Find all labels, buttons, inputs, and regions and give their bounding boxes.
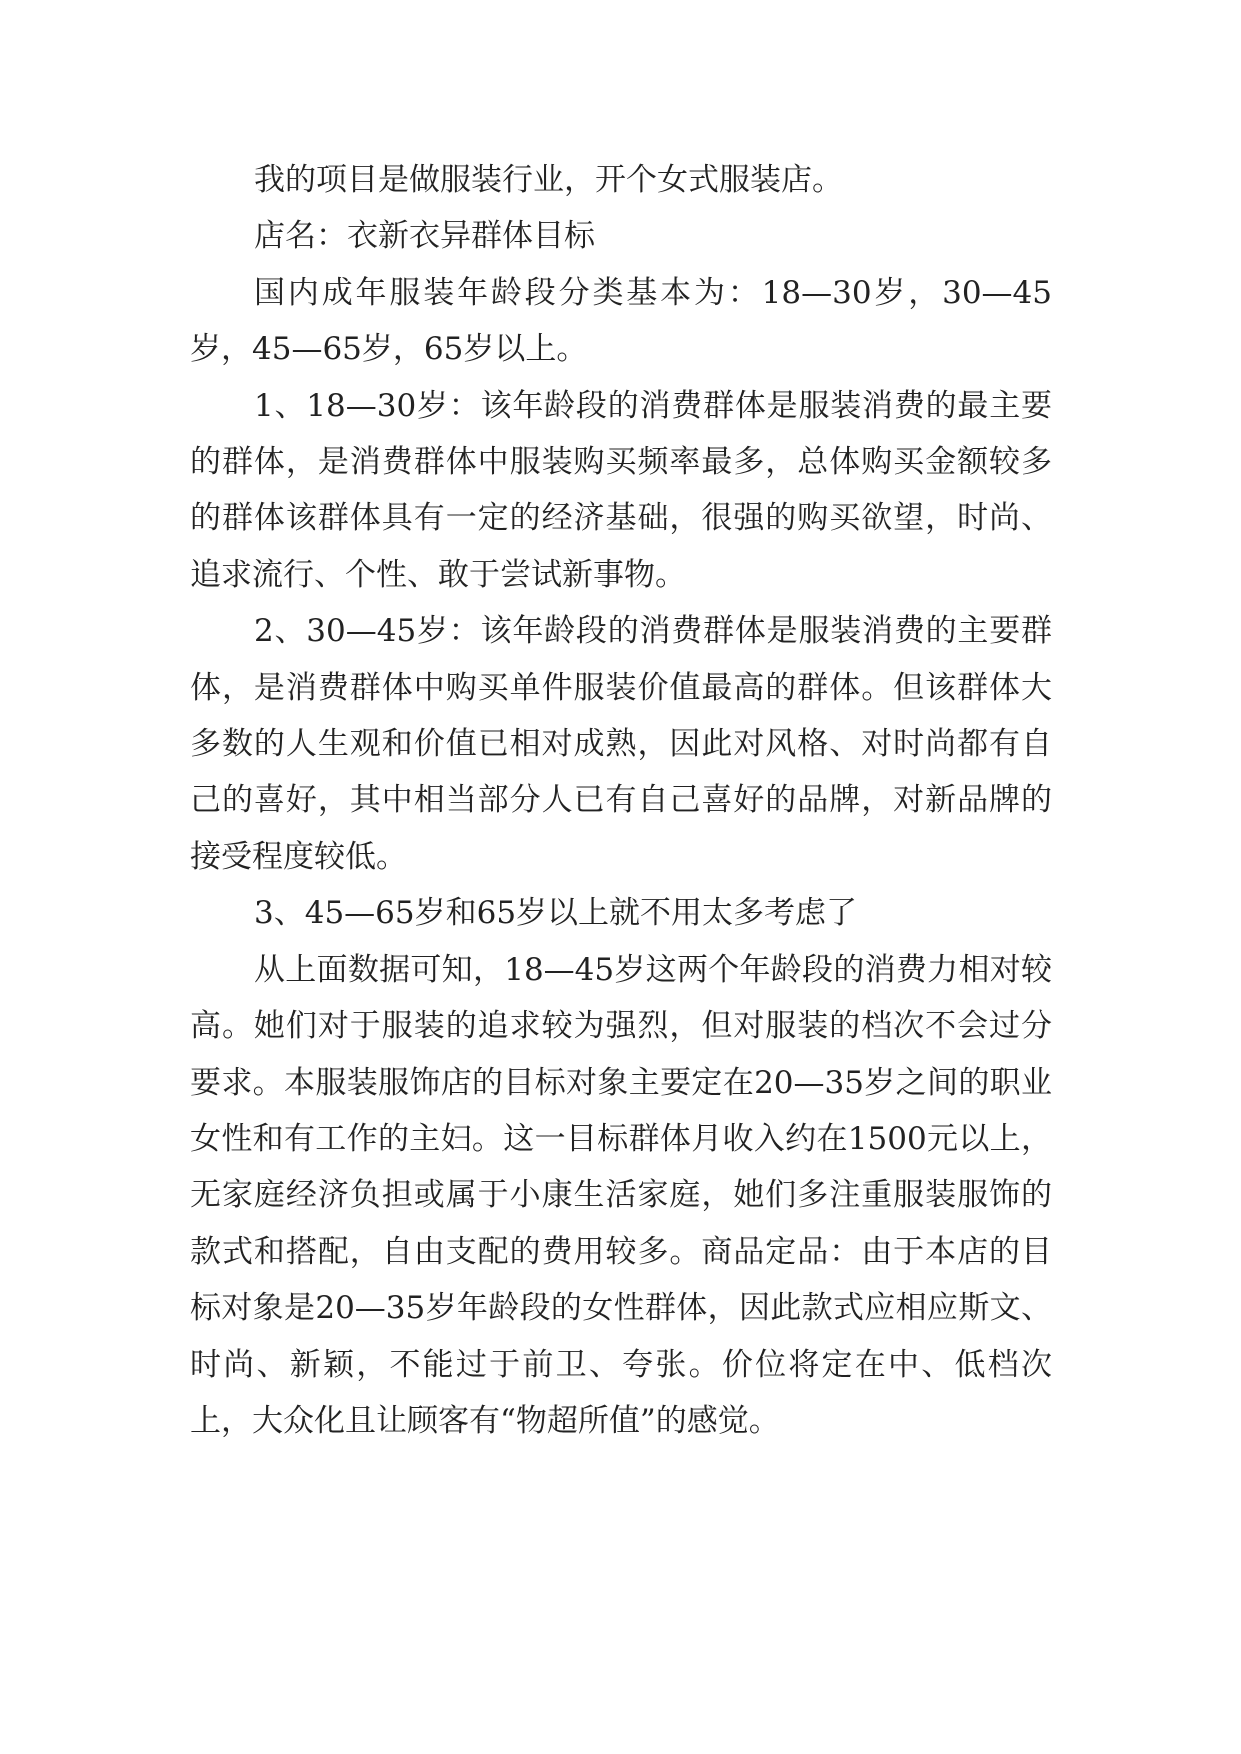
paragraph-group-45-plus: 3、45—65岁和65岁以上就不用太多考虑了 (254, 895, 858, 932)
paragraph-store-name: 店名：衣新衣异群体目标 (254, 218, 595, 255)
paragraph-group-30-45: 2、30—45岁：该年龄段的消费群体是服装消费的主要群体，是消费群体中购买单件服装价值最高的群体。但该群体大多数的人生观和价值已相对成熟，因此对风格、对时尚都有自己的喜好，其中相当部分人已有自己喜好的品牌，对新品牌的接受程度较低。 (190, 613, 1052, 875)
paragraph-group-18-30: 1、18—30岁：该年龄段的消费群体是服装消费的最主要的群体，是消费群体中服装购买频率最多，总体购买金额较多的群体该群体具有一定的经济基础，很强的购买欲望，时尚、追求流行、个性、敢于尝试新事物。 (190, 387, 1052, 593)
paragraph-age-groups: 国内成年服装年龄段分类基本为：18—30岁，30—45岁，45—65岁，65岁以上。 (190, 274, 1052, 368)
paragraph-conclusion: 从上面数据可知，18—45岁这两个年龄段的消费力相对较高。她们对于服装的追求较为强烈，但对服装的档次不会过分要求。本服装服饰店的目标对象主要定在20—35岁之间的职业女性和有工作的主妇。这一目标群体月收入约在1500元以上，无家庭经济负担或属于小康生活家庭，她们多注重服装服饰的款式和搭配，自由支配的费用较多。商品定品：由于本店的目标对象是20—35岁年龄段的女性群体，因此款式应相应斯文、时尚、新颖，不能过于前卫、夸张。价位将定在中、低档次上，大众化且让顾客有“物超所值”的感觉。 (190, 951, 1052, 1439)
paragraph-intro: 我的项目是做服装行业，开个女式服装店。 (254, 162, 843, 198)
document-body (190, 152, 1052, 1449)
